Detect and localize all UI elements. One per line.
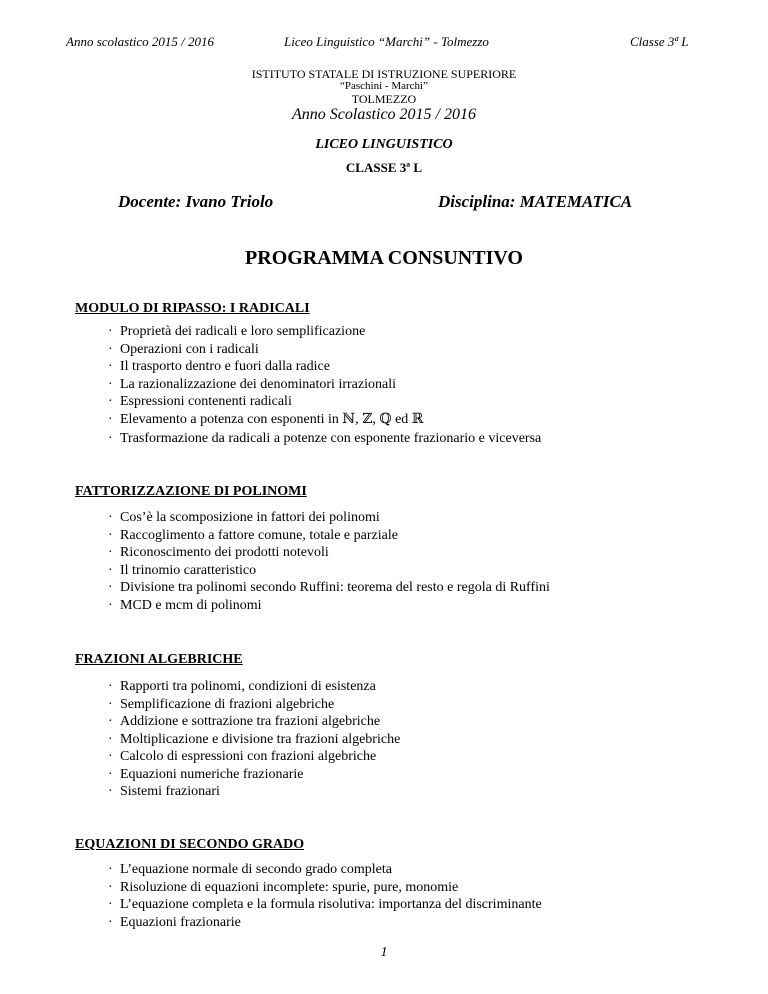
list-item: · Il trasporto dentro e fuori dalla radice — [108, 359, 330, 374]
header-school-name: Liceo Linguistico “Marchi” - Tolmezzo — [284, 34, 489, 49]
list-item: · MCD e mcm di polinomi — [108, 597, 262, 613]
list-item: · Proprietà dei radicali e loro semplificazione — [108, 324, 366, 339]
institute-names: “Paschini - Marchi” — [340, 80, 428, 92]
class-label: CLASSE 3ª L — [345, 160, 423, 175]
section-title: FATTORIZZAZIONE DI POLINOMI — [75, 484, 307, 499]
list-item: · Trasformazione da radicali a potenze con esponente frazionario e viceversa — [108, 431, 542, 446]
institute-name: ISTITUTO STATALE DI ISTRUZIONE SUPERIORE — [251, 67, 517, 81]
school-year: Anno Scolastico 2015 / 2016 — [292, 106, 476, 123]
header-class: Classe 3ª L — [630, 34, 689, 49]
subject: Disciplina: MATEMATICA — [438, 192, 633, 211]
section-title: FRAZIONI ALGEBRICHE — [75, 652, 243, 667]
section-list — [108, 861, 542, 931]
document-title: PROGRAMMA CONSUNTIVO — [245, 247, 523, 269]
list-item: · Addizione e sottrazione tra frazioni algebriche — [108, 714, 381, 729]
list-item: · Elevamento a potenza con esponenti in ℕ, ℤ, ℚ ed ℝ — [108, 411, 424, 427]
list-item: · L’equazione completa e la formula risolutiva: importanza del discriminante — [108, 897, 542, 912]
header-school-year: Anno scolastico 2015 / 2016 — [66, 34, 215, 49]
list-item: · Risoluzione di equazioni incomplete: spurie, pure, monomie — [108, 879, 459, 895]
section-list — [108, 509, 550, 614]
list-item: · Equazioni frazionarie — [108, 914, 241, 930]
section-list — [108, 323, 541, 448]
section-title: MODULO DI RIPASSO: I RADICALI — [75, 301, 310, 316]
list-item: · Riconoscimento dei prodotti notevoli — [108, 545, 329, 560]
list-item: · La razionalizzazione dei denominatori irrazionali — [108, 376, 396, 392]
school-type: LICEO LINGUISTICO — [315, 137, 453, 152]
institute-town: TOLMEZZO — [351, 92, 417, 106]
list-item: · Calcolo di espressioni con frazioni algebriche — [108, 749, 377, 764]
list-item: · Il trinomio caratteristico — [108, 562, 257, 578]
list-item: · Cos’è la scomposizione in fattori dei polinomi — [108, 510, 380, 525]
list-item: · Semplificazione di frazioni algebriche — [108, 696, 335, 712]
page-number: 1 — [380, 945, 388, 960]
list-item: · L’equazione normale di secondo grado completa — [108, 862, 392, 877]
list-item: · Rapporti tra polinomi, condizioni di esistenza — [108, 679, 376, 694]
list-item: · Raccoglimento a fattore comune, totale e parziale — [108, 527, 398, 543]
teacher: Docente: Ivano Triolo — [118, 192, 274, 211]
list-item: · Sistemi frazionari — [108, 784, 220, 799]
section-list — [108, 678, 400, 801]
list-item: · Espressioni contenenti radicali — [108, 394, 292, 409]
list-item: · Operazioni con i radicali — [108, 341, 259, 357]
list-item: · Moltiplicazione e divisione tra frazioni algebriche — [108, 731, 401, 747]
list-item: · Equazioni numeriche frazionarie — [108, 766, 304, 782]
section-title: EQUAZIONI DI SECONDO GRADO — [75, 837, 305, 852]
list-item: · Divisione tra polinomi secondo Ruffini: teorema del resto e regola di Ruffini — [108, 580, 550, 595]
